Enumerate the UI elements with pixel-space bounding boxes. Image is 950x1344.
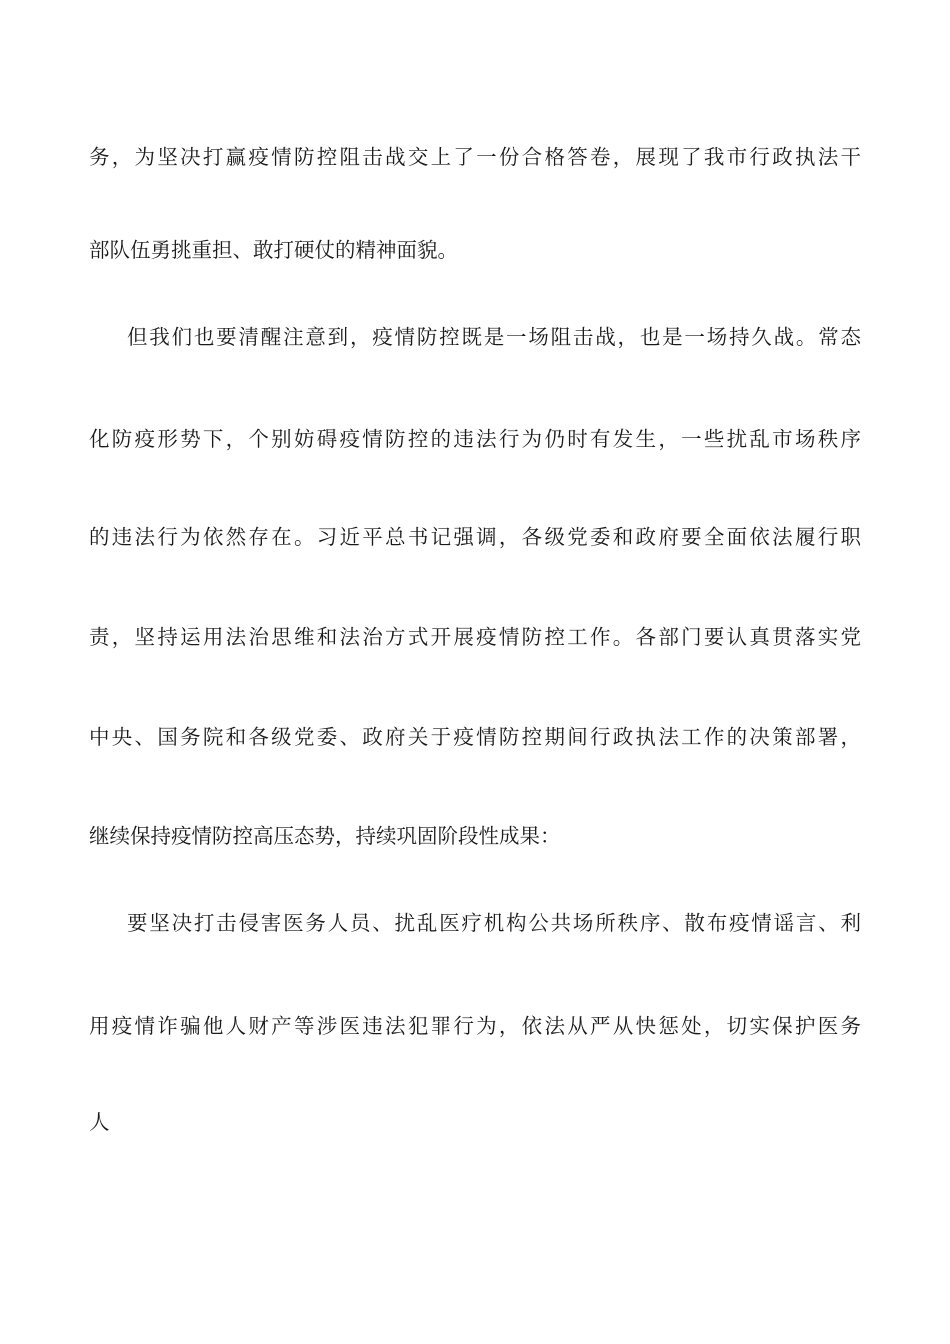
text-line-7: 中央、国务院和各级党委、政府关于疫情防控期间行政执法工作的决策部署， [89,725,861,749]
text-line-2: 部队伍勇挑重担、敢打硬仗的精神面貌。 [89,238,458,262]
text-line-3: 但我们也要清醒注意到，疫情防控既是一场阻击战，也是一场持久战。常态 [127,325,861,349]
text-line-11: 人 [89,1110,110,1134]
text-line-10: 用疫情诈骗他人财产等涉医违法犯罪行为，依法从严从快惩处，切实保护医务 [89,1014,861,1038]
text-line-9: 要坚决打击侵害医务人员、扰乱医疗机构公共场所秩序、散布疫情谣言、利 [127,911,861,935]
text-line-8: 继续保持疫情防控高压态势，持续巩固阶段性成果： [89,824,561,848]
text-line-1: 务，为坚决打赢疫情防控阻击战交上了一份合格答卷，展现了我市行政执法干 [89,145,861,169]
text-line-5: 的违法行为依然存在。习近平总书记强调，各级党委和政府要全面依法履行职 [89,525,861,549]
text-line-4: 化防疫形势下，个别妨碍疫情防控的违法行为仍时有发生，一些扰乱市场秩序 [89,427,861,451]
text-line-6: 责，坚持运用法治思维和法治方式开展疫情防控工作。各部门要认真贯落实党 [89,625,861,649]
